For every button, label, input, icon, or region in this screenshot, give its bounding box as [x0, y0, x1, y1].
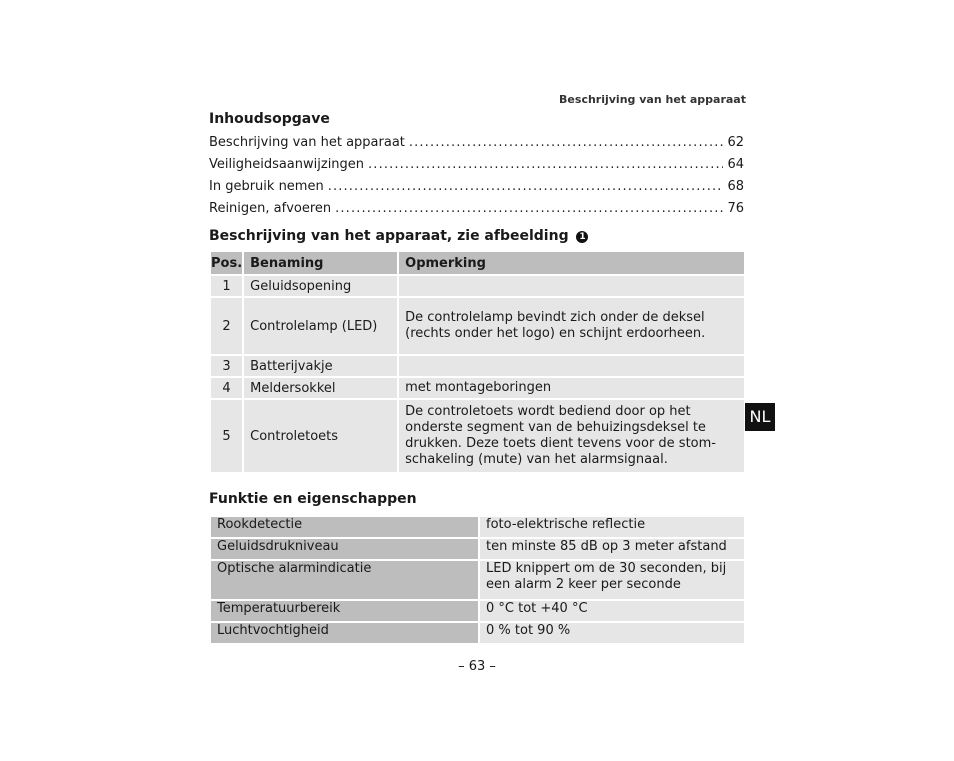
- feature-key: Luchtvochtigheid: [210, 622, 479, 644]
- feature-value: 0 °C tot +40 °C: [479, 600, 745, 622]
- table-row: [210, 600, 745, 622]
- table-row: [210, 516, 745, 538]
- cell-name: Meldersokkel: [243, 377, 398, 399]
- toc-entry-page: 68: [727, 179, 744, 194]
- table-row: [210, 355, 745, 377]
- features-section-title: Funktie en eigenschappen: [209, 491, 417, 507]
- feature-value: foto-elektrische reflectie: [479, 516, 745, 538]
- cell-name: Controlelamp (LED): [243, 297, 398, 355]
- column-header-pos: Pos.: [210, 251, 243, 275]
- toc-entry-page: 62: [727, 135, 744, 150]
- table-row: [210, 377, 745, 399]
- cell-pos: 5: [210, 399, 243, 473]
- toc-title: Inhoudsopgave: [209, 111, 330, 127]
- cell-name: Controletoets: [243, 399, 398, 473]
- feature-value: LED knippert om de 30 seconden, bij een alarm 2 keer per seconde: [479, 560, 745, 600]
- cell-remark: [398, 355, 745, 377]
- toc-entry[interactable]: [209, 176, 744, 198]
- cell-remark: De controletoets wordt bediend door op het onderste segment van de behuizingsdeksel te drukken. Deze toets dient tevens voor de stom-schakeling (mute) van het alarmsignaal.: [398, 399, 745, 473]
- feature-key: Optische alarmindicatie: [210, 560, 479, 600]
- cell-remark: De controlelamp bevindt zich onder de deksel (rechts onder het logo) en schijnt erdoorheen.: [398, 297, 745, 355]
- toc-entry-label: Beschrijving van het apparaat: [209, 135, 405, 150]
- toc-entry-label: Reinigen, afvoeren: [209, 201, 332, 216]
- language-tab: NL: [745, 403, 775, 431]
- table-row: [210, 399, 745, 473]
- parts-table: [209, 250, 746, 474]
- table-of-contents: [209, 132, 744, 220]
- toc-leader-dots: [335, 198, 723, 220]
- table-row: [210, 297, 745, 355]
- cell-remark: [398, 275, 745, 297]
- cell-pos: 3: [210, 355, 243, 377]
- column-header-remark: Opmerking: [398, 251, 745, 275]
- feature-key: Temperatuurbereik: [210, 600, 479, 622]
- feature-value: 0 % tot 90 %: [479, 622, 745, 644]
- toc-entry-label: In gebruik nemen: [209, 179, 324, 194]
- page-number: – 63 –: [458, 659, 496, 674]
- description-section-title: [209, 228, 588, 244]
- figure-number-badge: 1: [576, 231, 588, 243]
- column-header-name: Benaming: [243, 251, 398, 275]
- toc-entry[interactable]: [209, 198, 744, 220]
- cell-remark: met montageboringen: [398, 377, 745, 399]
- feature-key: Rookdetectie: [210, 516, 479, 538]
- table-row: [210, 275, 745, 297]
- table-row: [210, 622, 745, 644]
- cell-pos: 2: [210, 297, 243, 355]
- toc-leader-dots: [368, 154, 723, 176]
- features-table: [209, 515, 746, 645]
- cell-pos: 1: [210, 275, 243, 297]
- toc-entry-page: 76: [727, 201, 744, 216]
- cell-name: Batterijvakje: [243, 355, 398, 377]
- toc-leader-dots: [328, 176, 724, 198]
- description-title-text: Beschrijving van het apparaat, zie afbeelding: [209, 228, 569, 244]
- table-row: [210, 538, 745, 560]
- parts-table-header: [210, 251, 745, 275]
- toc-entry[interactable]: [209, 154, 744, 176]
- table-row: [210, 560, 745, 600]
- cell-pos: 4: [210, 377, 243, 399]
- running-head: Beschrijving van het apparaat: [559, 93, 746, 106]
- feature-value: ten minste 85 dB op 3 meter afstand: [479, 538, 745, 560]
- toc-entry-page: 64: [727, 157, 744, 172]
- cell-name: Geluidsopening: [243, 275, 398, 297]
- toc-leader-dots: [409, 132, 724, 154]
- feature-key: Geluidsdrukniveau: [210, 538, 479, 560]
- toc-entry-label: Veiligheidsaanwijzingen: [209, 157, 365, 172]
- toc-entry[interactable]: [209, 132, 744, 154]
